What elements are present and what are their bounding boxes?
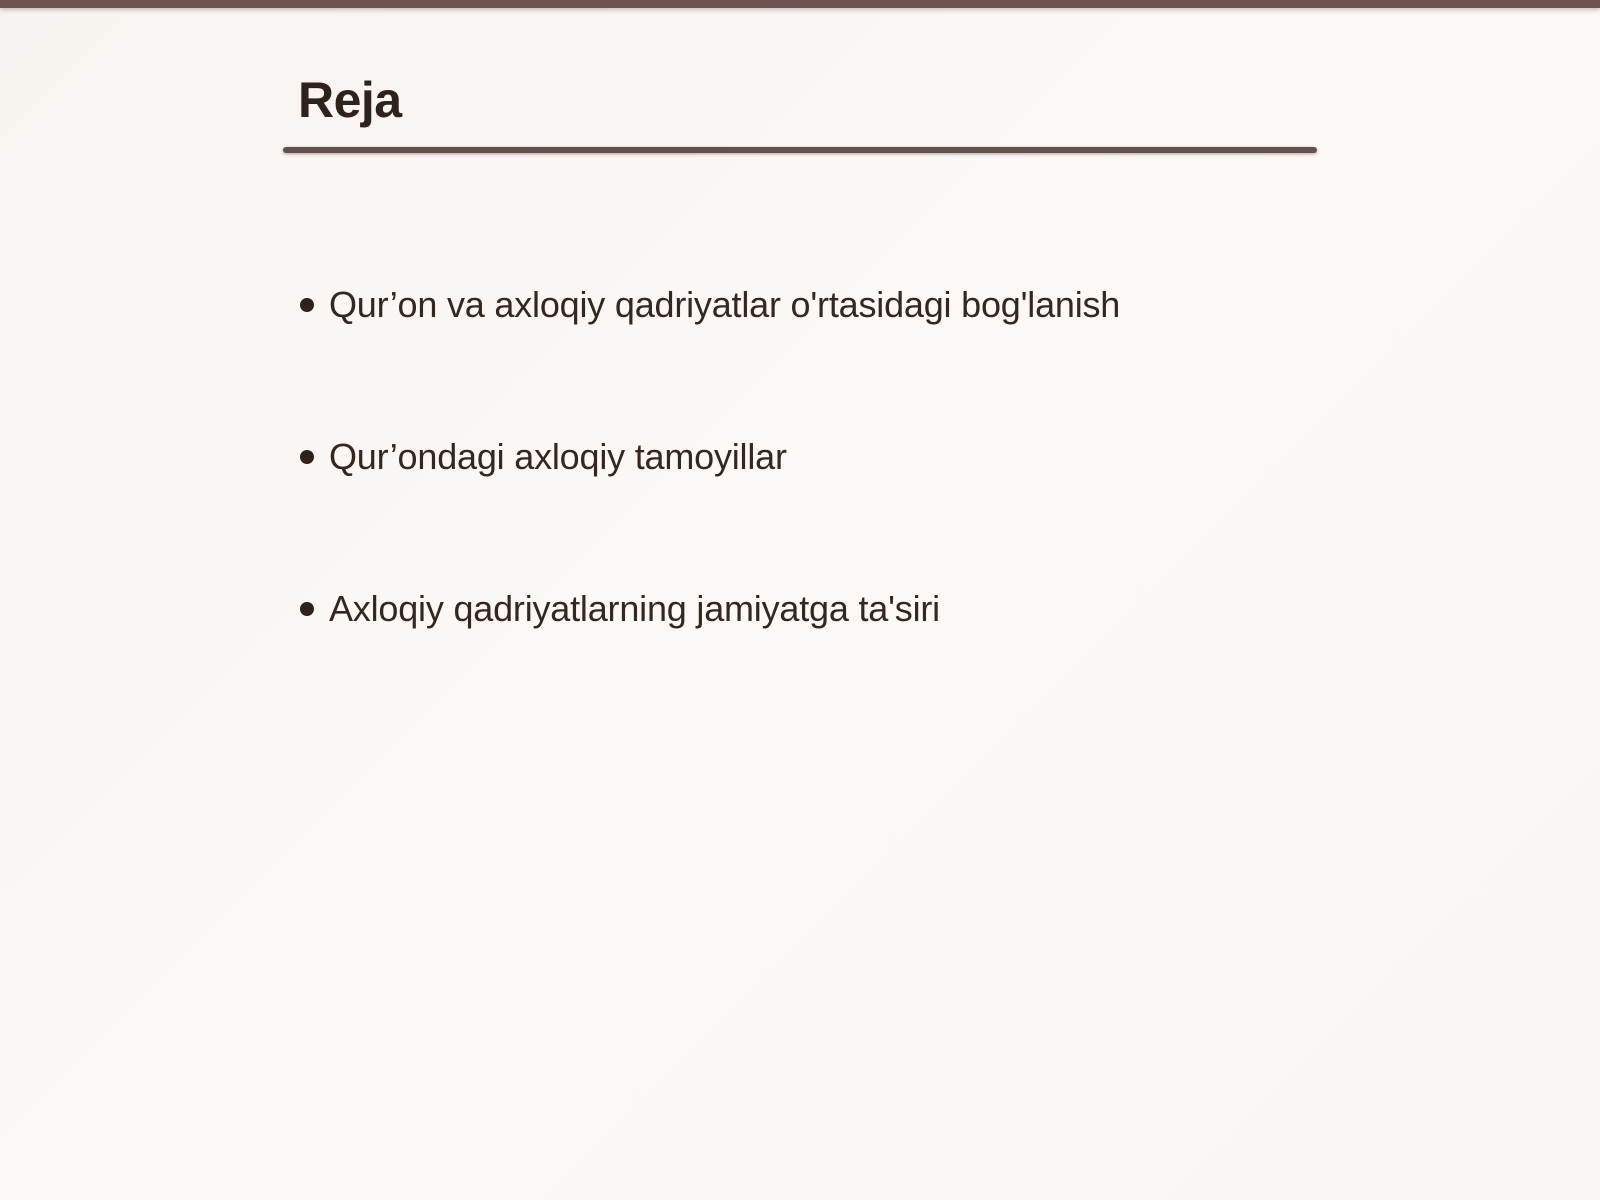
bullet-item: [300, 582, 1120, 734]
bullet-text: Axloqiy qadriyatlarning jamiyatga ta'siri: [329, 588, 940, 629]
title-underline: [283, 147, 1317, 153]
bullet-text: Qur’on va axloqiy qadriyatlar o'rtasidagi bog'lanish: [329, 284, 1121, 325]
bullet-item: [300, 430, 1120, 582]
bullet-dot-icon: [300, 298, 314, 312]
bullet-dot-icon: [300, 602, 314, 616]
slide-title: Reja: [298, 72, 402, 128]
bullet-dot-icon: [300, 450, 314, 464]
bullet-list: [300, 278, 1120, 734]
top-accent-band: [0, 0, 1600, 8]
bullet-item: [300, 278, 1120, 430]
bullet-text: Qur’ondagi axloqiy tamoyillar: [329, 436, 787, 477]
